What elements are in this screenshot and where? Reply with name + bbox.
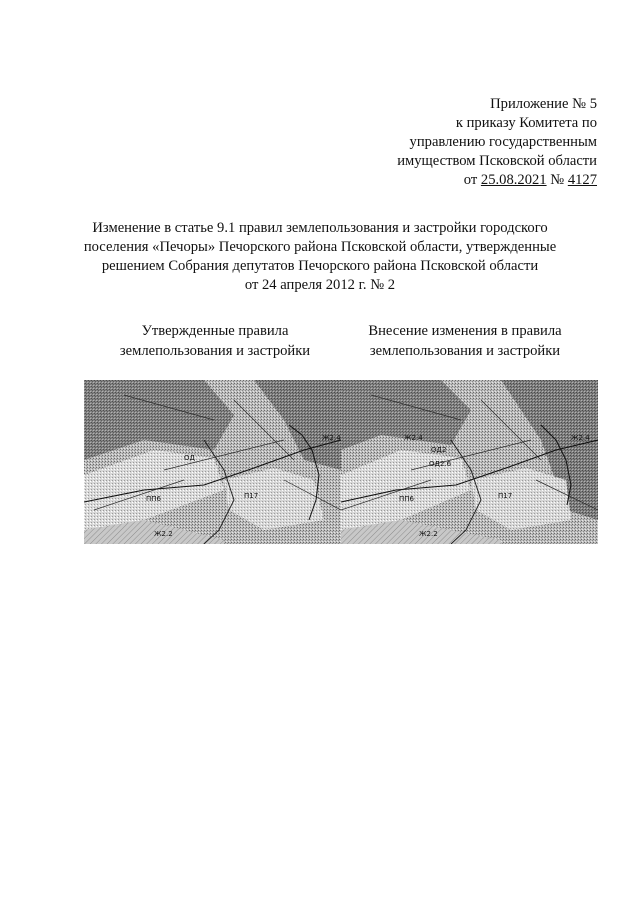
right-label-zh24-a: Ж2.4 (404, 434, 423, 442)
appendix-line-3: управлению государственным (409, 134, 597, 150)
right-label-p17: П17 (498, 492, 513, 500)
zoning-maps-svg (84, 380, 598, 544)
title-line-4: от 24 апреля 2012 г. № 2 (244, 277, 396, 293)
right-label-zh22: Ж2.2 (419, 530, 438, 538)
left-label-od: ОД (184, 454, 195, 462)
appendix-line-5 (337, 171, 597, 190)
appendix-line-4: имуществом Псковской области (397, 153, 597, 169)
right-column-heading (345, 322, 585, 361)
left-column-heading (95, 322, 335, 361)
left-label-zh24: Ж2.4 (322, 434, 341, 442)
document-title (60, 219, 580, 295)
appendix-line-2: к приказу Комитета по (455, 115, 597, 131)
left-label-p17: П17 (244, 492, 259, 500)
order-date-prefix: от (463, 172, 481, 188)
right-label-od26: ОД2.6 (429, 460, 452, 468)
left-label-pp6: ПП6 (146, 495, 161, 503)
order-number: 4127 (567, 172, 597, 188)
title-line-1: Изменение в статье 9.1 правил землепользования и застройки городского (92, 220, 548, 236)
order-date: 25.08.2021 (480, 172, 547, 188)
right-label-zh24-b: Ж2.4 (571, 434, 590, 442)
right-heading-line-1: Внесение изменения в правила (368, 323, 562, 339)
left-heading-line-2: землепользования и застройки (119, 342, 311, 359)
right-label-pp6: ПП6 (399, 495, 414, 503)
title-line-2: поселения «Печоры» Печорского района Псковской области, утвержденные (83, 239, 557, 255)
title-line-3: решением Собрания депутатов Печорского района Псковской области (101, 258, 539, 274)
zoning-maps (84, 380, 598, 544)
right-map (341, 380, 598, 544)
left-heading-line-1: Утвержденные правила (141, 323, 289, 339)
right-label-od2: ОД2 (431, 446, 447, 454)
left-map (84, 380, 341, 544)
left-label-zh22: Ж2.2 (154, 530, 173, 538)
appendix-line-1: Приложение № 5 (490, 96, 597, 112)
appendix-header (337, 95, 597, 190)
right-heading-line-2: землепользования и застройки (369, 342, 561, 359)
order-number-sign: № (546, 172, 568, 188)
